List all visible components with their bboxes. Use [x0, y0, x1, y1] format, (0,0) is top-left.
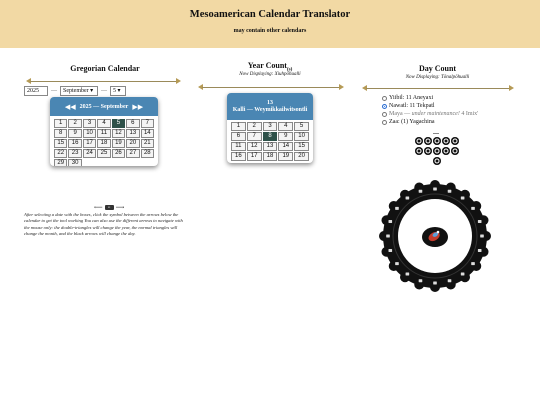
number-dot-icon	[415, 137, 423, 145]
month-select-label: September	[63, 88, 89, 94]
separator: —	[51, 88, 57, 94]
day-cell[interactable]: 12	[247, 142, 262, 151]
day-cell[interactable]: 28	[141, 149, 154, 158]
option-label-em: under maintenance!	[411, 111, 460, 117]
left-arrow-icon[interactable]: ⟵	[94, 205, 103, 211]
day-cell[interactable]: 10	[83, 129, 96, 138]
day-cell[interactable]: 29	[54, 159, 67, 166]
day-sign-icon	[480, 235, 484, 238]
yearcount-title-sub: (s)	[286, 67, 293, 73]
day-sign-icon	[478, 220, 482, 223]
separator: —	[101, 88, 107, 94]
yearcount-title	[220, 61, 320, 73]
day-sign-icon	[433, 282, 437, 285]
day-cell[interactable]: 9	[278, 132, 293, 141]
option-label: Yiibil: 11 Aneyaxi	[389, 95, 434, 101]
yearcount-day-grid	[227, 120, 313, 163]
day-cell[interactable]: 2	[247, 122, 262, 131]
day-cell[interactable]: 22	[54, 149, 67, 158]
day-cell[interactable]: 4	[97, 119, 110, 128]
day-sign-icon	[395, 207, 399, 210]
option-label: Zaa: (1) Yagachina	[389, 119, 435, 125]
day-cell[interactable]: 19	[112, 139, 125, 148]
radio-button[interactable]	[382, 120, 387, 125]
small-divider	[433, 133, 439, 134]
daycount-title: Day Count	[418, 64, 457, 73]
radio-button[interactable]	[382, 104, 387, 109]
go-symbol-button[interactable]: ▪▪	[105, 205, 114, 210]
day-sign-icon	[389, 220, 393, 223]
yearcount-number: 13	[267, 99, 273, 106]
number-dot-icon	[442, 137, 450, 145]
day-cell[interactable]: 30	[68, 159, 81, 166]
day-cell[interactable]: 27	[126, 149, 139, 158]
day-cell[interactable]: 15	[294, 142, 309, 151]
calendar-option[interactable]	[382, 102, 478, 110]
day-cell[interactable]: 1	[231, 122, 246, 131]
number-dot-icon	[433, 147, 441, 155]
day-cell[interactable]: 10	[294, 132, 309, 141]
day-cell[interactable]: 7	[247, 132, 262, 141]
day-cell[interactable]: 5	[112, 119, 125, 128]
day-sign-icon	[406, 273, 410, 276]
day-sign-icon	[461, 196, 465, 199]
flint-knife-eye	[437, 231, 440, 234]
day-sign-icon	[471, 262, 475, 265]
number-dot-icon	[424, 147, 432, 155]
day-cell[interactable]: 2	[68, 119, 81, 128]
day-select-label: 5	[113, 88, 116, 94]
gregorian-calendar-title: 2025 — September	[79, 103, 129, 110]
year-input[interactable]: 2025	[24, 86, 48, 96]
number-dots	[414, 137, 459, 167]
day-cell[interactable]: 13	[263, 142, 278, 151]
gregorian-divider	[26, 78, 181, 84]
day-sign-icon	[395, 262, 399, 265]
day-sign-icon	[448, 190, 452, 193]
day-cell[interactable]: 17	[83, 139, 96, 148]
daycount-divider	[362, 85, 514, 91]
day-cell[interactable]: 24	[83, 149, 96, 158]
option-label	[389, 110, 478, 118]
day-cell[interactable]: 7	[141, 119, 154, 128]
day-sign-icon	[471, 207, 475, 210]
day-cell[interactable]: 13	[126, 129, 139, 138]
gregorian-calendar-header	[50, 97, 158, 116]
day-cell[interactable]: 16	[68, 139, 81, 148]
day-cell[interactable]: 6	[126, 119, 139, 128]
calendar-option[interactable]	[382, 94, 478, 102]
date-inputs	[24, 86, 126, 96]
day-cell[interactable]: 25	[97, 149, 110, 158]
gregorian-calendar	[50, 97, 158, 166]
number-dot-icon	[433, 137, 441, 145]
yearcount-note: Now Displaying: Xiuhpōhualli	[239, 72, 301, 77]
number-dot-icon	[451, 147, 459, 155]
day-sign-icon	[389, 249, 393, 252]
day-cell[interactable]: 6	[231, 132, 246, 141]
app-header	[0, 0, 540, 48]
day-cell[interactable]: 16	[231, 152, 246, 161]
right-arrow-icon[interactable]: ⟶	[115, 205, 125, 211]
calendar-option[interactable]	[382, 110, 478, 118]
day-cell[interactable]: 11	[97, 129, 110, 138]
number-dot-icon	[424, 137, 432, 145]
day-cell[interactable]: 8	[263, 132, 278, 141]
day-cell[interactable]: 20	[126, 139, 139, 148]
day-cell[interactable]: 15	[54, 139, 67, 148]
navigation-control	[94, 204, 124, 211]
number-dot-icon	[442, 147, 450, 155]
next-year-icon[interactable]: ▶▶	[132, 103, 144, 111]
instructions-text: After selecting a date with the boxes, click the symbol between the arrows below the calendar to get the tool working You can also use the different arrows to navigate with the mouse only: the double-triangles will change the year, the normal triangles will change the month, and the black arrows will change the day.	[24, 212, 183, 236]
yearcount-calendar	[227, 93, 313, 163]
yearcount-title-text: Year Count	[247, 61, 287, 70]
app-subtitle: may contain other calendars	[233, 28, 307, 34]
prev-year-icon[interactable]: ◀◀	[64, 103, 76, 111]
day-sign-icon	[419, 279, 423, 282]
day-cell[interactable]: 14	[141, 129, 154, 138]
day-cell[interactable]: 19	[278, 152, 293, 161]
day-cell[interactable]: 18	[263, 152, 278, 161]
day-cell[interactable]: 26	[112, 149, 125, 158]
gregorian-day-grid	[50, 116, 158, 166]
calendar-option[interactable]	[382, 118, 478, 126]
app-title: Mesoamerican Calendar Translator	[189, 9, 351, 20]
day-cell[interactable]: 23	[68, 149, 81, 158]
option-label-pre: Maya —	[389, 111, 412, 117]
day-cell[interactable]: 8	[54, 129, 67, 138]
day-sign-icon	[406, 196, 410, 199]
day-cell[interactable]: 11	[231, 142, 246, 151]
yearcount-divider	[198, 84, 344, 90]
day-cell[interactable]: 3	[83, 119, 96, 128]
day-cell[interactable]: 17	[247, 152, 262, 161]
day-cell[interactable]: 20	[294, 152, 309, 161]
day-cell[interactable]: 5	[294, 122, 309, 131]
number-dot-icon	[451, 137, 459, 145]
day-cell[interactable]: 12	[112, 129, 125, 138]
day-cell[interactable]: 18	[97, 139, 110, 148]
option-label: Nawatl: 11 Tekpatl	[389, 103, 435, 109]
yearcount-calendar-header	[227, 93, 313, 120]
day-count-wheel	[379, 180, 491, 292]
day-cell[interactable]: 9	[68, 129, 81, 138]
gregorian-title: Gregorian Calendar	[70, 64, 140, 73]
calendar-system-options	[382, 94, 478, 126]
day-cell[interactable]: 21	[141, 139, 154, 148]
day-sign-icon	[448, 279, 452, 282]
yearcount-calendar-title: Kalli — Weymikkailwitsontli	[232, 106, 308, 113]
day-sign-icon	[433, 188, 437, 191]
day-cell[interactable]: 1	[54, 119, 67, 128]
radio-button[interactable]	[382, 96, 387, 101]
number-dot-icon	[415, 147, 423, 155]
day-cell[interactable]: 4	[278, 122, 293, 131]
option-label-post: 4 Imix'	[459, 111, 479, 117]
number-dot-icon	[433, 157, 441, 165]
day-cell[interactable]: 14	[278, 142, 293, 151]
day-sign-icon	[461, 273, 465, 276]
day-sign-icon	[419, 190, 423, 193]
day-cell[interactable]: 3	[263, 122, 278, 131]
day-sign-icon	[478, 249, 482, 252]
day-sign-icon	[386, 235, 390, 238]
radio-button[interactable]	[382, 112, 387, 117]
day-select[interactable]: 5 ▾	[110, 86, 126, 96]
daycount-note: Now Displaying: Tōnalpōhualli	[405, 75, 470, 80]
month-select[interactable]: September ▾	[60, 86, 98, 96]
